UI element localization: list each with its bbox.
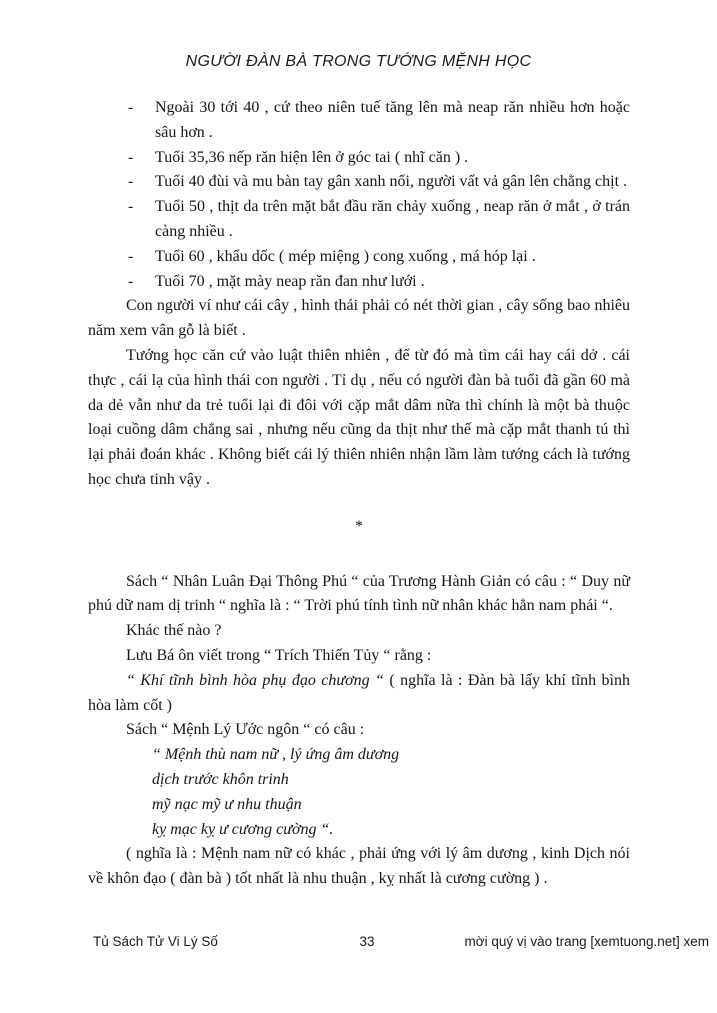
poem-line: mỹ nạc mỹ ư nhu thuận (152, 795, 302, 813)
list-item-marker: - (128, 99, 134, 116)
page-content (88, 96, 630, 892)
list-item (88, 195, 630, 245)
list-item-text: Tuổi 40 đùi và mu bàn tay gân xanh nổi, người vất vả gân lên chằng chịt . (155, 173, 628, 191)
list-item-text: Ngoài 30 tới 40 , cứ theo niên tuế tăng lên mà neap răn nhiều hơn hoặc sâu hơn . (155, 99, 630, 141)
section-separator-asterisk: * (355, 517, 363, 535)
poem-line: kỵ mạc kỵ ư cương cường “. (152, 820, 334, 838)
page-title: NGƯỜI ĐÀN BÀ TRONG TƯỚNG MỆNH HỌC (185, 53, 532, 70)
list-item (88, 96, 630, 146)
list-item (88, 245, 630, 270)
poem-line: dịch trước khôn trinh (152, 770, 289, 788)
list-item (88, 270, 630, 295)
list-item-text: Tuổi 70 , mặt mày neap răn đan như lưới . (155, 272, 425, 290)
paragraph-physiognomy-law: Tướng học căn cứ vào luật thiên nhiên , để từ đó mà tìm cái hay cái dở . cái thực , cái lạ của hình thái con người . Tỉ dụ , nếu có người đàn bà tuổi đã gần 60 mà da dẻ vẫn như da trẻ tuổi lại đi đôi với cặp mắt dâm nữa thì chính là một bà thuộc loại cuồng dâm chẳng sai , nhưng nếu cũng da thịt như thế mà cặp mắt thanh tú thì lại phải đoán khác . Không biết cái lý thiên nhiên nhận lầm làm tướng cách là tướng học chưa tinh vậy . (88, 346, 630, 488)
quote-italic-text: “ Khí tĩnh bình hòa phụ đạo chương “ (126, 671, 390, 689)
list-item-marker: - (128, 173, 134, 191)
footer-series-title: Tủ Sách Tử Vi Lý Số (93, 934, 218, 949)
bullet-list (88, 96, 630, 294)
list-item (88, 146, 630, 171)
poem-block (152, 743, 630, 842)
paragraph-book-quote-nhan-luan: Sách “ Nhân Luân Đại Thông Phú “ của Trương Hành Giản có câu : “ Duy nữ phú dữ nam dị trinh “ nghĩa là : “ Trời phú tính tình nữ nhân khác hẳn nam phái “. (88, 572, 630, 615)
paragraph-luu-ba-on: Lưu Bá ôn viết trong “ Trích Thiến Tủy “ rằng : (126, 646, 432, 664)
list-item-marker: - (128, 272, 134, 290)
paragraph-tree-analogy: Con người ví như cái cây , hình thái phải có nét thời gian , cây sống bao nhiêu năm xem vân gỗ là biết . (88, 297, 630, 340)
list-item (88, 170, 630, 195)
list-item-marker: - (128, 247, 134, 265)
paragraph-khi-tinh-quote (88, 669, 630, 719)
quote-explanation-text: ( nghĩa là : Đàn bà lấy khí tĩnh bình hòa làm cốt ) (88, 671, 630, 714)
paragraph-question: Khác thế nào ? (126, 622, 222, 640)
paragraph-poem-explanation: ( nghĩa là : Mệnh nam nữ có khác , phải ứng với lý âm dương , kinh Dịch nói về khôn đạo ( đàn bà ) tốt nhất là nhu thuận , kỵ nhất là cương cường ) . (88, 845, 630, 888)
list-item-text: Tuổi 60 , khẩu dốc ( mép miệng ) cong xuống , má hóp lại . (155, 247, 536, 265)
list-item-marker: - (128, 148, 134, 166)
poem-line: “ Mệnh thù nam nữ , lý ứng âm dương (152, 746, 400, 764)
list-item-marker: - (128, 198, 134, 216)
paragraph-menh-ly-uoc-ngon: Sách “ Mệnh Lý Ước ngôn “ có câu : (126, 721, 365, 739)
page-number: 33 (359, 934, 375, 949)
list-item-text: Tuổi 35,36 nếp răn hiện lên ở góc tai ( nhĩ căn ) . (155, 148, 469, 166)
list-item-text: Tuổi 50 , thịt da trên mặt bắt đầu răn chảy xuống , neap răn ở mắt , ở trán càng nhiều . (155, 198, 630, 240)
footer-website-note: mời quý vị vào trang [xemtuong.net] xem (464, 934, 709, 949)
